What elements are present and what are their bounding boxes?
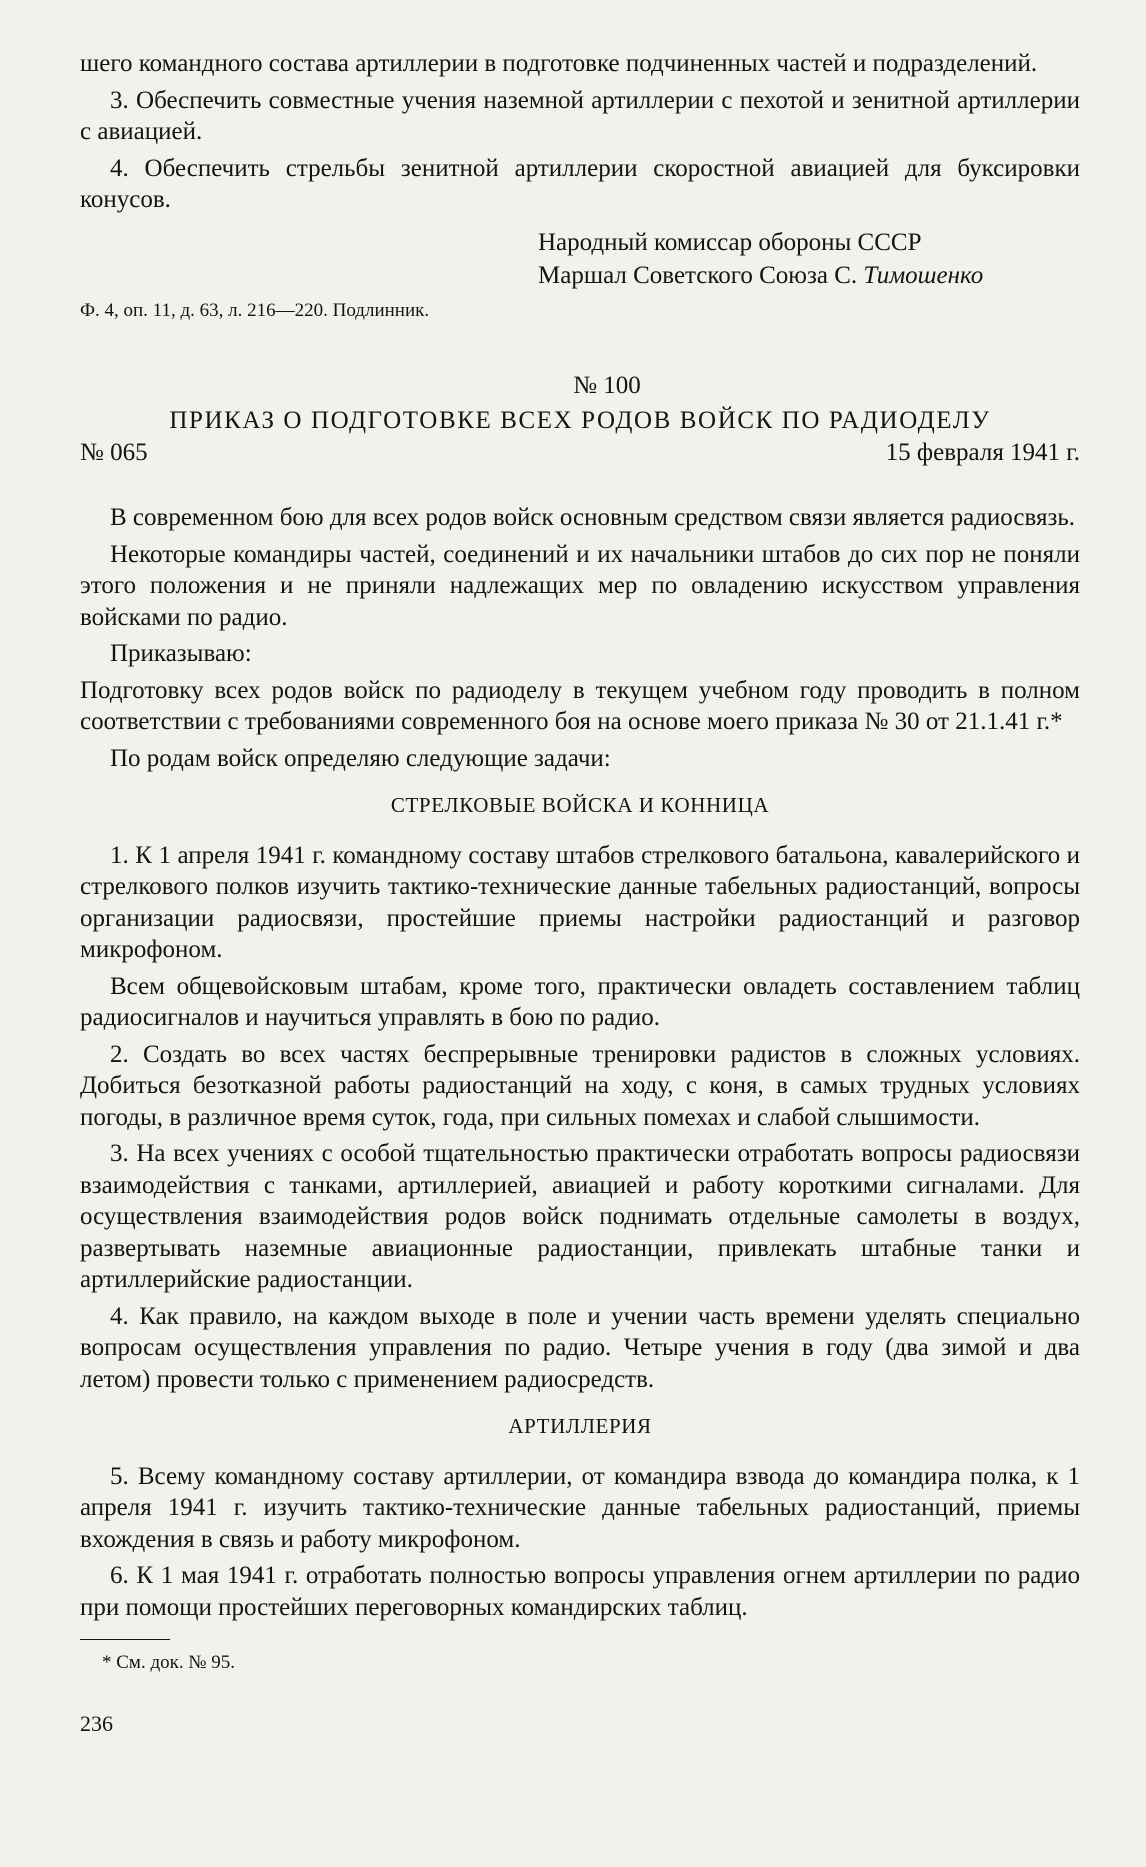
order-heading: Приказываю:: [110, 640, 252, 667]
task-paragraph: 1. К 1 апреля 1941 г. командному составу штабов стрелкового батальона, кавалерийского и стрелкового полков изучить тактико-технические данные табельных радиостанций, вопросы организации радиосвязи, простейшие приемы настройки радиостанций и разговор микрофоном.: [80, 841, 1080, 963]
signature-rank: Маршал Советского Союза С.: [538, 261, 864, 289]
paragraph-item-3: 3. Обеспечить совместные учения наземной артиллерии с пехотой и зенитной артиллерии с авиацией.: [80, 86, 1080, 145]
section-heading: СТРЕЛКОВЫЕ ВОЙСКА И КОННИЦА: [390, 793, 770, 817]
document-title: ПРИКАЗ О ПОДГОТОВКЕ ВСЕХ РОДОВ ВОЙСК ПО РАДИОДЕЛУ: [169, 407, 991, 434]
task-paragraph: 5. Всему командному составу артиллерии, от командира взвода до командира полка, к 1 апреля 1941 г. изучить тактико-технические данные табельных радиостанций, приемы вхождения в связь и работу микрофоном.: [80, 1462, 1080, 1553]
task-paragraph: 6. К 1 мая 1941 г. отработать полностью вопросы управления огнем артиллерии по радио при помощи простейших переговорных командирских таблиц.: [80, 1562, 1080, 1621]
order-number: № 065: [80, 438, 148, 466]
archive-source: Ф. 4, оп. 11, д. 63, л. 216—220. Подлинник.: [80, 299, 430, 321]
task-paragraph: 3. На всех учениях с особой тщательностью практически отработать вопросы радиосвязи взаимодействия с танками, артиллерией, авиацией и работу короткими сигналами. Для осуществления взаимодействия родов войск поднимать отдельные самолеты в воздух, развертывать наземные авиационные радиостанции, привлекать штабные танки и артиллерийские радиостанции.: [80, 1140, 1080, 1293]
order-line: [80, 437, 1080, 469]
intro-paragraph: Подготовку всех родов войск по радиоделу в текущем учебном году проводить в полном соответствии с требованиями современного боя на основе моего приказа № 30 от 21.1.41 г.*: [80, 676, 1080, 735]
intro-paragraph: По родам войск определяю следующие задачи:: [110, 744, 611, 772]
signature-position: Народный комиссар обороны СССР: [538, 228, 922, 256]
document-number: № 100: [573, 371, 641, 399]
task-paragraph: 2. Создать во всех частях беспрерывные тренировки радистов в сложных условиях. Добиться безотказной работы радиостанций на ходу, с коня, в самых трудных условиях погоды, в различное время суток, года, при сильных помехах и слабой слышимости.: [80, 1040, 1080, 1131]
task-paragraph: Всем общевойсковым штабам, кроме того, практически овладеть составлением таблиц радиосигналов и научиться управлять в бою по радио.: [80, 972, 1080, 1031]
document-page: [80, 48, 1080, 1740]
footnote-divider: [80, 1639, 170, 1640]
intro-paragraph: Некоторые командиры частей, соединений и их начальники штабов до сих пор не поняли этого положения и не приняли надлежащих мер по овладению искусством управления войсками по радио.: [80, 540, 1080, 631]
paragraph-continuation: шего командного состава артиллерии в подготовке подчиненных частей и подразделений.: [80, 50, 1038, 77]
signature-name: Тимошенко: [863, 261, 984, 289]
paragraph-item-4: 4. Обеспечить стрельбы зенитной артиллерии скоростной авиацией для буксировки конусов.: [80, 154, 1080, 213]
order-date: 15 февраля 1941 г.: [885, 438, 1080, 466]
intro-paragraph: В современном бою для всех родов войск основным средством связи является радиосвязь.: [110, 504, 1076, 531]
footnote: * См. док. № 95.: [102, 1652, 235, 1673]
task-paragraph: 4. Как правило, на каждом выходе в поле и учении часть времени уделять специально вопросам осуществления управления по радио. Четыре учения в году (два зимой и два летом) провести только с применением радиосредств.: [80, 1302, 1080, 1393]
section-heading: АРТИЛЛЕРИЯ: [508, 1414, 652, 1438]
signature-block: [80, 226, 1080, 292]
page-number: 236: [80, 1711, 113, 1736]
signature-rank-line: [538, 259, 1080, 292]
